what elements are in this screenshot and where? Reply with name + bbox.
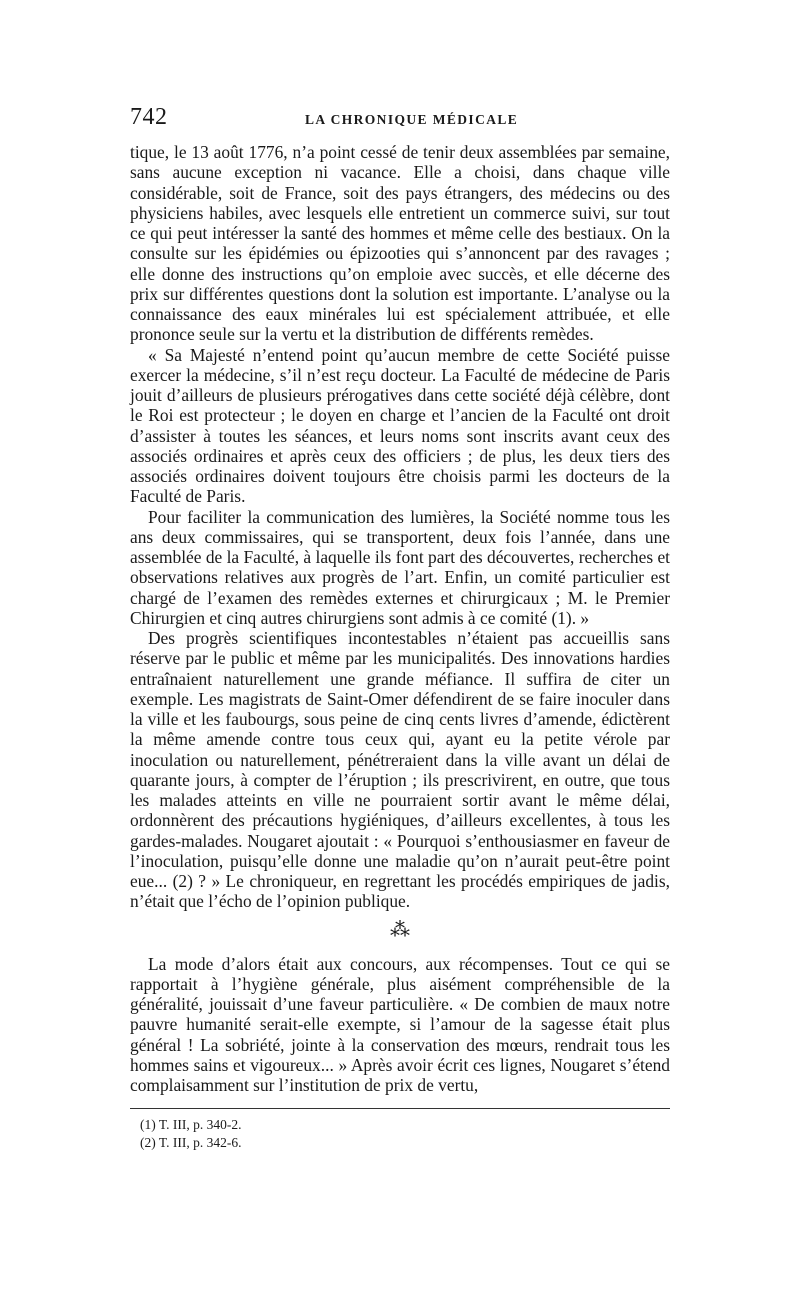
page-header — [130, 104, 670, 134]
footnotes — [140, 1116, 241, 1152]
paragraph: « Sa Majesté n’entend point qu’aucun membre de cette Société puisse exercer la médecine, s’il n’est reçu docteur. La Faculté de médecine de Paris jouit d’ailleurs de plusieurs prérogatives dans cette société déjà célèbre, dont le Roi est protecteur ; le doyen en charge et l’ancien de la Faculté ont droit d’assister à toutes les séances, et leurs noms sont inscrits avant ceux des associés ordinaires et après ceux des officiers ; de plus, les deux tiers des associés ordinaires doivent toujours être choisis parmi les docteurs de la Faculté de Paris. — [130, 344, 670, 507]
section-break-asterism: ⁂ — [390, 918, 410, 941]
paragraph: La mode d’alors était aux concours, aux récompenses. Tout ce qui se rapportait à l’hygiène générale, plus aisément compréhensible de la généralité, jouissait d’une faveur particulière. « De combien de maux notre pauvre humanité serait-elle exempte, si l’amour de la sagesse était plus général ! La sobriété, jointe à la conservation des mœurs, rendrait tous les hommes sains et vigoureux... » Après avoir écrit ces lignes, Nougaret s’étend complaisamment sur l’institution de prix de vertu, — [130, 953, 670, 1095]
page-number: 742 — [130, 104, 168, 130]
body-text — [130, 142, 670, 1095]
paragraph: Pour faciliter la communication des lumières, la Société nomme tous les ans deux commissaires, qui se transportent, deux fois l’année, dans une assemblée de la Faculté, à laquelle ils font part des découvertes, recherches et observations relatives aux progrès de l’art. Enfin, un comité particulier est chargé de l’examen des remèdes externes et chirurgicaux ; M. le Premier Chirurgien et cinq autres chirurgiens sont admis à ce comité (1). » — [130, 506, 670, 628]
footnote: (1) T. III, p. 340-2. — [140, 1117, 242, 1132]
paragraph: Des progrès scientifiques incontestables n’étaient pas accueillis sans réserve par le public et même par les municipalités. Des innovations hardies entraînaient naturellement une grande méfiance. Il suffira de citer un exemple. Les magistrats de Saint-Omer défendirent de se faire inoculer dans la ville et les faubourgs, sous peine de cinq cents livres d’amende, édictèrent la même amende contre tous ceux qui, ayant eu la petite vérole par inoculation ou naturellement, pénétreraient dans la ville avant un délai de quarante jours, à compter de l’éruption ; ils prescrivirent, en outre, que tous les malades atteints en ville ne pourraient sortir avant le même délai, ordonnèrent des précautions hygiéniques, d’ailleurs excellentes, à tous les gardes-malades. Nougaret ajoutait : « Pourquoi s’enthousiasmer en faveur de l’inoculation, puisqu’elle donne une maladie qu’on n’aurait peut-être point eue... (2) ? » Le chroniqueur, en regrettant les procédés empiriques de jadis, n’était que l’écho de l’opinion publique. — [130, 628, 670, 912]
footnote-rule — [130, 1108, 670, 1109]
paragraph: tique, le 13 août 1776, n’a point cessé de tenir deux assemblées par semaine, sans aucune exception ni vacance. Elle a choisi, dans chaque ville considérable, soit de France, soit des pays étrangers, des médecins ou des physiciens habiles, avec lesquels elle entretient un commerce suivi, sur tout ce qui peut intéresser la santé des hommes et même celle des bestiaux. On la consulte sur les épidémies ou épizooties qui s’annoncent par des ravages ; elle donne des instructions qu’on emploie avec succès, et elle décerne des prix sur différentes questions dont la solution est importante. L’analyse ou la connaissance des eaux minérales lui est spécialement attribuée, et elle prononce seule sur la vertu et la distribution de différents remèdes. — [130, 142, 670, 345]
footnote: (2) T. III, p. 342-6. — [140, 1135, 242, 1150]
running-title: LA CHRONIQUE MÉDICALE — [305, 112, 519, 127]
